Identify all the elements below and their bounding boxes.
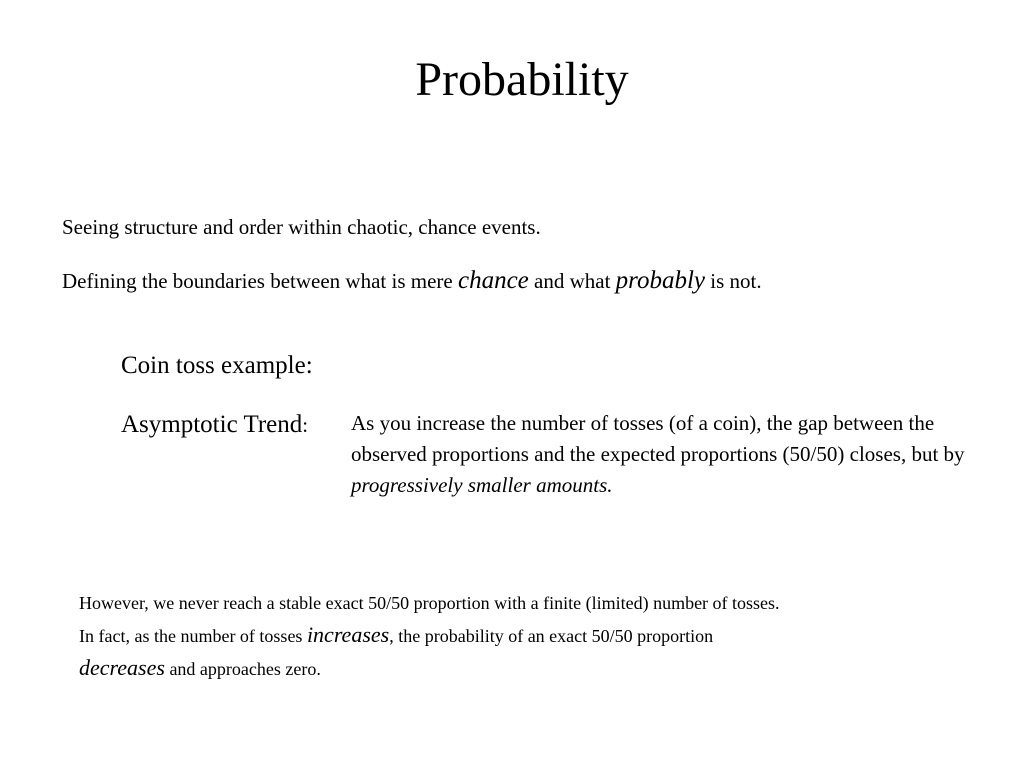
intro-line-boundaries (62, 266, 762, 296)
boundaries-text-middle: and what (528, 269, 616, 293)
asymptotic-trend-label (121, 409, 308, 441)
conclusion-row-1: However, we never reach a stable exact 50/50 proportion with a finite (limited) number of tosses. (79, 593, 780, 613)
trend-label-text: Asymptotic Trend (121, 411, 303, 438)
trend-label-colon: : (302, 413, 309, 437)
increases-emphasis: increases (306, 622, 390, 647)
trend-text-italic: progressively smaller amounts. (351, 473, 613, 497)
conclusion-row-2-after: , the probability of an exact 50/50 proportion (389, 626, 714, 646)
trend-text-plain: As you increase the number of tosses (of a coin), the gap between the observed proportions and the expected proportions (50/50) closes, but by (351, 411, 965, 466)
coin-toss-heading: Coin toss example: (121, 352, 313, 379)
intro-line-structure: Seeing structure and order within chaotic, chance events. (62, 215, 541, 239)
decreases-emphasis: decreases (79, 655, 165, 680)
boundaries-text-before: Defining the boundaries between what is mere (62, 269, 458, 293)
conclusion-paragraph (79, 588, 999, 685)
conclusion-row-2-before: In fact, as the number of tosses (79, 626, 307, 646)
conclusion-row-3-after: and approaches zero. (164, 659, 321, 679)
slide-title: Probability (415, 53, 629, 106)
boundaries-text-after: is not. (705, 269, 762, 293)
chance-emphasis: chance (457, 267, 529, 294)
asymptotic-trend-description (351, 408, 971, 501)
conclusion-row-2 (79, 619, 999, 652)
probably-emphasis: probably (615, 267, 706, 294)
conclusion-row-3 (79, 652, 999, 685)
